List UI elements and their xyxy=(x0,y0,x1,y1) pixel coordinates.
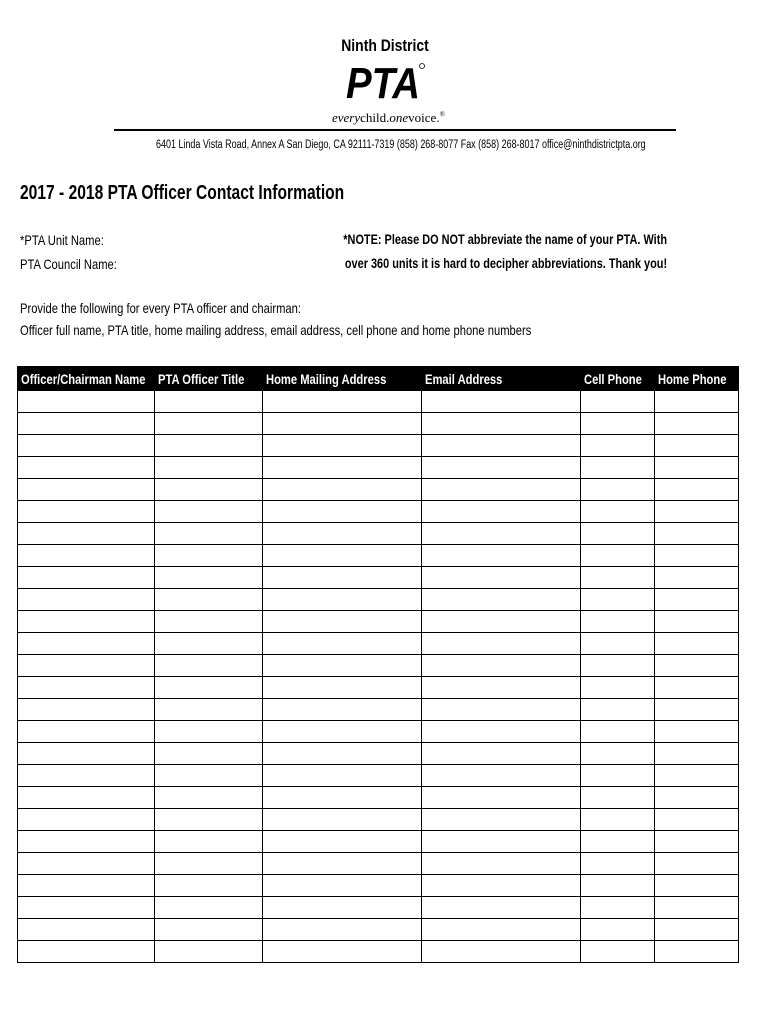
table-row xyxy=(18,875,739,897)
mailing-address-cell[interactable] xyxy=(263,567,422,589)
officer-title-cell[interactable] xyxy=(155,831,263,853)
officer-name-cell[interactable] xyxy=(18,677,155,699)
cell-phone-cell[interactable] xyxy=(581,875,655,897)
home-phone-cell[interactable] xyxy=(655,919,739,941)
pta-logo xyxy=(344,58,426,109)
mailing-address-cell[interactable] xyxy=(263,677,422,699)
officer-name-cell[interactable] xyxy=(18,875,155,897)
table-row xyxy=(18,765,739,787)
officer-title-cell[interactable] xyxy=(155,611,263,633)
table-row xyxy=(18,655,739,677)
table-row xyxy=(18,743,739,765)
officer-title-cell[interactable] xyxy=(155,897,263,919)
note-line-1: *NOTE: Please DO NOT abbreviate the name of your PTA. With xyxy=(343,231,667,247)
officer-name-cell[interactable] xyxy=(18,633,155,655)
email-cell[interactable] xyxy=(422,809,581,831)
table-row xyxy=(18,545,739,567)
email-cell[interactable] xyxy=(422,457,581,479)
officer-name-cell[interactable] xyxy=(18,941,155,963)
officer-title-cell[interactable] xyxy=(155,765,263,787)
mailing-address-cell[interactable] xyxy=(263,589,422,611)
home-phone-cell[interactable] xyxy=(655,655,739,677)
column-header-officer-name: Officer/Chairman Name xyxy=(18,367,155,391)
email-cell[interactable] xyxy=(422,765,581,787)
home-phone-cell[interactable] xyxy=(655,435,739,457)
officer-name-cell[interactable] xyxy=(18,567,155,589)
officer-title-cell[interactable] xyxy=(155,809,263,831)
cell-phone-cell[interactable] xyxy=(581,435,655,457)
email-cell[interactable] xyxy=(422,787,581,809)
cell-phone-cell[interactable] xyxy=(581,853,655,875)
cell-phone-cell[interactable] xyxy=(581,545,655,567)
home-phone-cell[interactable] xyxy=(655,567,739,589)
table-row xyxy=(18,523,739,545)
officer-name-cell[interactable] xyxy=(18,523,155,545)
cell-phone-cell[interactable] xyxy=(581,765,655,787)
email-cell[interactable] xyxy=(422,897,581,919)
email-cell[interactable] xyxy=(422,655,581,677)
mailing-address-cell[interactable] xyxy=(263,655,422,677)
table-row xyxy=(18,501,739,523)
table-row xyxy=(18,853,739,875)
officer-title-cell[interactable] xyxy=(155,633,263,655)
instructions-line-1: Provide the following for every PTA officer and chairman: xyxy=(20,300,301,316)
mailing-address-cell[interactable] xyxy=(263,457,422,479)
mailing-address-cell[interactable] xyxy=(263,479,422,501)
email-cell[interactable] xyxy=(422,545,581,567)
tagline-voice: voice. xyxy=(408,110,440,125)
officer-title-cell[interactable] xyxy=(155,435,263,457)
officer-name-cell[interactable] xyxy=(18,787,155,809)
officer-title-cell[interactable] xyxy=(155,919,263,941)
home-phone-cell[interactable] xyxy=(655,589,739,611)
home-phone-cell[interactable] xyxy=(655,523,739,545)
cell-phone-cell[interactable] xyxy=(581,501,655,523)
column-header-mailing-address: Home Mailing Address xyxy=(263,367,422,391)
mailing-address-cell[interactable] xyxy=(263,523,422,545)
officer-title-cell[interactable] xyxy=(155,457,263,479)
officer-title-cell[interactable] xyxy=(155,941,263,963)
home-phone-cell[interactable] xyxy=(655,897,739,919)
cell-phone-cell[interactable] xyxy=(581,897,655,919)
officer-title-cell[interactable] xyxy=(155,787,263,809)
mailing-address-cell[interactable] xyxy=(263,941,422,963)
officer-name-cell[interactable] xyxy=(18,413,155,435)
officer-title-cell[interactable] xyxy=(155,677,263,699)
officer-name-cell[interactable] xyxy=(18,853,155,875)
mailing-address-cell[interactable] xyxy=(263,633,422,655)
officer-name-cell[interactable] xyxy=(18,501,155,523)
table-row xyxy=(18,941,739,963)
officer-title-cell[interactable] xyxy=(155,875,263,897)
cell-phone-cell[interactable] xyxy=(581,391,655,413)
officer-title-cell[interactable] xyxy=(155,413,263,435)
cell-phone-cell[interactable] xyxy=(581,655,655,677)
table-row xyxy=(18,479,739,501)
cell-phone-cell[interactable] xyxy=(581,919,655,941)
email-cell[interactable] xyxy=(422,941,581,963)
mailing-address-cell[interactable] xyxy=(263,435,422,457)
officer-title-cell[interactable] xyxy=(155,523,263,545)
officer-title-cell[interactable] xyxy=(155,567,263,589)
home-phone-cell[interactable] xyxy=(655,391,739,413)
cell-phone-cell[interactable] xyxy=(581,677,655,699)
email-cell[interactable] xyxy=(422,699,581,721)
officer-name-cell[interactable] xyxy=(18,391,155,413)
table-row xyxy=(18,897,739,919)
tagline-every: every xyxy=(332,110,361,125)
email-cell[interactable] xyxy=(422,523,581,545)
officer-name-cell[interactable] xyxy=(18,479,155,501)
email-cell[interactable] xyxy=(422,611,581,633)
officer-title-cell[interactable] xyxy=(155,545,263,567)
email-cell[interactable] xyxy=(422,875,581,897)
home-phone-cell[interactable] xyxy=(655,831,739,853)
email-cell[interactable] xyxy=(422,589,581,611)
cell-phone-cell[interactable] xyxy=(581,589,655,611)
mailing-address-cell[interactable] xyxy=(263,831,422,853)
cell-phone-cell[interactable] xyxy=(581,479,655,501)
home-phone-cell[interactable] xyxy=(655,875,739,897)
mailing-address-cell[interactable] xyxy=(263,809,422,831)
officer-name-cell[interactable] xyxy=(18,611,155,633)
mailing-address-cell[interactable] xyxy=(263,721,422,743)
mailing-address-cell[interactable] xyxy=(263,743,422,765)
officer-title-cell[interactable] xyxy=(155,699,263,721)
table-row xyxy=(18,413,739,435)
table-row xyxy=(18,699,739,721)
cell-phone-cell[interactable] xyxy=(581,809,655,831)
email-cell[interactable] xyxy=(422,435,581,457)
table-body xyxy=(18,391,739,963)
mailing-address-cell[interactable] xyxy=(263,853,422,875)
table-row xyxy=(18,589,739,611)
column-header-home-phone: Home Phone xyxy=(655,367,739,391)
officer-title-cell[interactable] xyxy=(155,501,263,523)
cell-phone-cell[interactable] xyxy=(581,699,655,721)
home-phone-cell[interactable] xyxy=(655,413,739,435)
officer-name-cell[interactable] xyxy=(18,655,155,677)
cell-phone-cell[interactable] xyxy=(581,831,655,853)
email-cell[interactable] xyxy=(422,831,581,853)
email-cell[interactable] xyxy=(422,391,581,413)
email-cell[interactable] xyxy=(422,501,581,523)
mailing-address-cell[interactable] xyxy=(263,699,422,721)
cell-phone-cell[interactable] xyxy=(581,721,655,743)
home-phone-cell[interactable] xyxy=(655,853,739,875)
officer-title-cell[interactable] xyxy=(155,743,263,765)
table-row xyxy=(18,435,739,457)
table-row xyxy=(18,831,739,853)
email-cell[interactable] xyxy=(422,853,581,875)
table-row xyxy=(18,391,739,413)
cell-phone-cell[interactable] xyxy=(581,611,655,633)
home-phone-cell[interactable] xyxy=(655,721,739,743)
officer-name-cell[interactable] xyxy=(18,897,155,919)
home-phone-cell[interactable] xyxy=(655,787,739,809)
cell-phone-cell[interactable] xyxy=(581,633,655,655)
officer-name-cell[interactable] xyxy=(18,699,155,721)
mailing-address-cell[interactable] xyxy=(263,611,422,633)
note-line-2: over 360 units it is hard to decipher abbreviations. Thank you! xyxy=(344,255,667,271)
instructions-line-2: Officer full name, PTA title, home mailing address, email address, cell phone and home phone numbers xyxy=(20,322,532,338)
home-phone-cell[interactable] xyxy=(655,457,739,479)
mailing-address-cell[interactable] xyxy=(263,875,422,897)
council-name-label: PTA Council Name: xyxy=(20,256,117,272)
home-phone-cell[interactable] xyxy=(655,809,739,831)
unit-name-label: *PTA Unit Name: xyxy=(20,232,104,248)
mailing-address-cell[interactable] xyxy=(263,787,422,809)
officer-title-cell[interactable] xyxy=(155,853,263,875)
mailing-address-cell[interactable] xyxy=(263,765,422,787)
home-phone-cell[interactable] xyxy=(655,501,739,523)
officer-name-cell[interactable] xyxy=(18,589,155,611)
officer-name-cell[interactable] xyxy=(18,435,155,457)
mailing-address-cell[interactable] xyxy=(263,391,422,413)
address-line: 6401 Linda Vista Road, Annex A San Diego, CA 92111-7319 (858) 268-8077 Fax (858) 268-8017 office@ninthdistrictpta.org xyxy=(156,139,646,151)
home-phone-cell[interactable] xyxy=(655,677,739,699)
table-row xyxy=(18,633,739,655)
email-cell[interactable] xyxy=(422,919,581,941)
officer-name-cell[interactable] xyxy=(18,831,155,853)
email-cell[interactable] xyxy=(422,743,581,765)
cell-phone-cell[interactable] xyxy=(581,523,655,545)
home-phone-cell[interactable] xyxy=(655,479,739,501)
officer-name-cell[interactable] xyxy=(18,743,155,765)
column-header-email: Email Address xyxy=(422,367,581,391)
mailing-address-cell[interactable] xyxy=(263,897,422,919)
home-phone-cell[interactable] xyxy=(655,633,739,655)
officer-name-cell[interactable] xyxy=(18,545,155,567)
home-phone-cell[interactable] xyxy=(655,765,739,787)
tagline-child: child. xyxy=(360,110,390,125)
cell-phone-cell[interactable] xyxy=(581,413,655,435)
cell-phone-cell[interactable] xyxy=(581,941,655,963)
email-cell[interactable] xyxy=(422,633,581,655)
mailing-address-cell[interactable] xyxy=(263,501,422,523)
header-divider xyxy=(114,129,676,131)
officer-name-cell[interactable] xyxy=(18,919,155,941)
email-cell[interactable] xyxy=(422,567,581,589)
tagline xyxy=(332,110,445,126)
home-phone-cell[interactable] xyxy=(655,699,739,721)
registered-mark: ® xyxy=(439,110,445,119)
tagline-one: one xyxy=(389,110,409,125)
officer-title-cell[interactable] xyxy=(155,391,263,413)
home-phone-cell[interactable] xyxy=(655,545,739,567)
officer-contact-table xyxy=(17,366,739,963)
cell-phone-cell[interactable] xyxy=(581,743,655,765)
table-row xyxy=(18,457,739,479)
table-row xyxy=(18,787,739,809)
cell-phone-cell[interactable] xyxy=(581,457,655,479)
home-phone-cell[interactable] xyxy=(655,941,739,963)
table-row xyxy=(18,567,739,589)
officer-title-cell[interactable] xyxy=(155,655,263,677)
table-row xyxy=(18,677,739,699)
pta-logo-text: PTA xyxy=(346,59,420,104)
table-row xyxy=(18,611,739,633)
cell-phone-cell[interactable] xyxy=(581,567,655,589)
officer-name-cell[interactable] xyxy=(18,809,155,831)
officer-title-cell[interactable] xyxy=(155,589,263,611)
mailing-address-cell[interactable] xyxy=(263,545,422,567)
email-cell[interactable] xyxy=(422,677,581,699)
email-cell[interactable] xyxy=(422,413,581,435)
home-phone-cell[interactable] xyxy=(655,611,739,633)
org-name: Ninth District xyxy=(341,36,429,55)
officer-name-cell[interactable] xyxy=(18,721,155,743)
table-row xyxy=(18,721,739,743)
officer-title-cell[interactable] xyxy=(155,721,263,743)
officer-name-cell[interactable] xyxy=(18,457,155,479)
table-header-row xyxy=(18,367,739,391)
home-phone-cell[interactable] xyxy=(655,743,739,765)
table-row xyxy=(18,919,739,941)
cell-phone-cell[interactable] xyxy=(581,787,655,809)
officer-title-cell[interactable] xyxy=(155,479,263,501)
mailing-address-cell[interactable] xyxy=(263,413,422,435)
page-title: 2017 - 2018 PTA Officer Contact Information xyxy=(20,182,345,204)
mailing-address-cell[interactable] xyxy=(263,919,422,941)
column-header-cell-phone: Cell Phone xyxy=(581,367,655,391)
officer-name-cell[interactable] xyxy=(18,765,155,787)
table-row xyxy=(18,809,739,831)
email-cell[interactable] xyxy=(422,479,581,501)
email-cell[interactable] xyxy=(422,721,581,743)
column-header-officer-title: PTA Officer Title xyxy=(155,367,263,391)
